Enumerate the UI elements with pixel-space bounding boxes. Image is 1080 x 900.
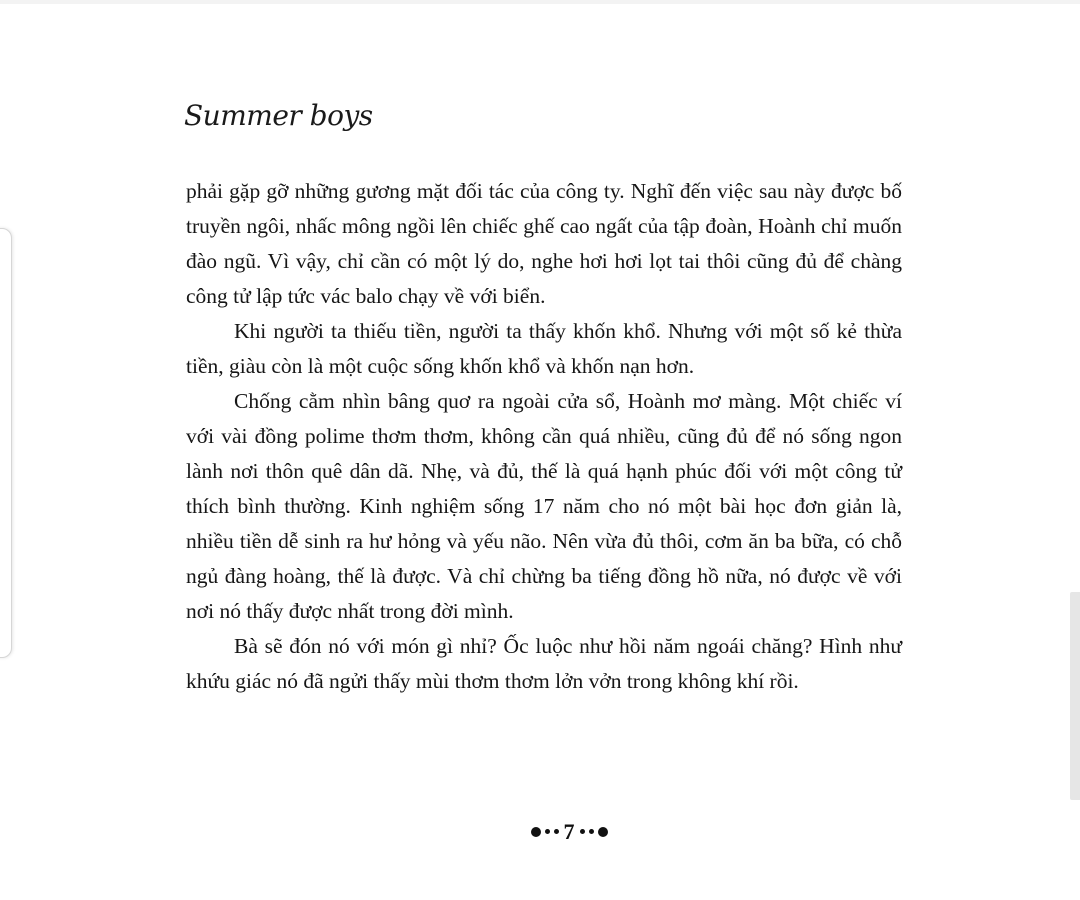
running-head: Summer boys (184, 99, 373, 132)
scrollbar-thumb[interactable] (1070, 592, 1080, 800)
ornament-dot-icon (545, 829, 550, 834)
ornament-dot-icon (580, 829, 585, 834)
ornament-dot-icon (554, 829, 559, 834)
ornament-dot-icon (589, 829, 594, 834)
paragraph: Chống cằm nhìn bâng quơ ra ngoài cửa sổ, Hoành mơ màng. Một chiếc ví với vài đồng polime thơm thơm, không cần quá nhiều, cũng đủ để nó sống ngon lành nơi thôn quê dân dã. Nhẹ, và đủ, thế là quá hạnh phúc đối với một công tử thích bình thường. Kinh nghiệm sống 17 năm cho nó một bài học đơn giản là, nhiều tiền dễ sinh ra hư hỏng và yếu não. Nên vừa đủ thôi, cơm ăn ba bữa, có chỗ ngủ đàng hoàng, thế là được. Và chỉ chừng ba tiếng đồng hồ nữa, nó được về với nơi nó thấy được nhất trong đời mình. (186, 389, 902, 623)
paragraph: Bà sẽ đón nó với món gì nhỉ? Ốc luộc như hồi năm ngoái chăng? Hình như khứu giác nó đã ngửi thấy mùi thơm thơm lởn vởn trong không khí rồi. (186, 634, 902, 693)
page-number: 7 (563, 818, 575, 844)
side-panel-handle[interactable] (0, 228, 12, 658)
top-edge-bar (0, 0, 1080, 4)
page-body (186, 174, 902, 699)
ornament-dot-icon (598, 827, 608, 837)
paragraph: phải gặp gỡ những gương mặt đối tác của công ty. Nghĩ đến việc sau này được bố truyền ngôi, nhấc mông ngồi lên chiếc ghế cao ngất của tập đoàn, Hoành chỉ muốn đào ngũ. Vì vậy, chỉ cần có một lý do, nghe hơi hơi lọt tai thôi cũng đủ để chàng công tử lập tức vác balo chạy về với biển. (186, 179, 902, 308)
paragraph: Khi người ta thiếu tiền, người ta thấy khốn khổ. Nhưng với một số kẻ thừa tiền, giàu còn là một cuộc sống khốn khổ và khốn nạn hơn. (186, 319, 902, 378)
page-number-ornament (186, 818, 952, 844)
book-page (186, 100, 906, 860)
ornament-dot-icon (531, 827, 541, 837)
